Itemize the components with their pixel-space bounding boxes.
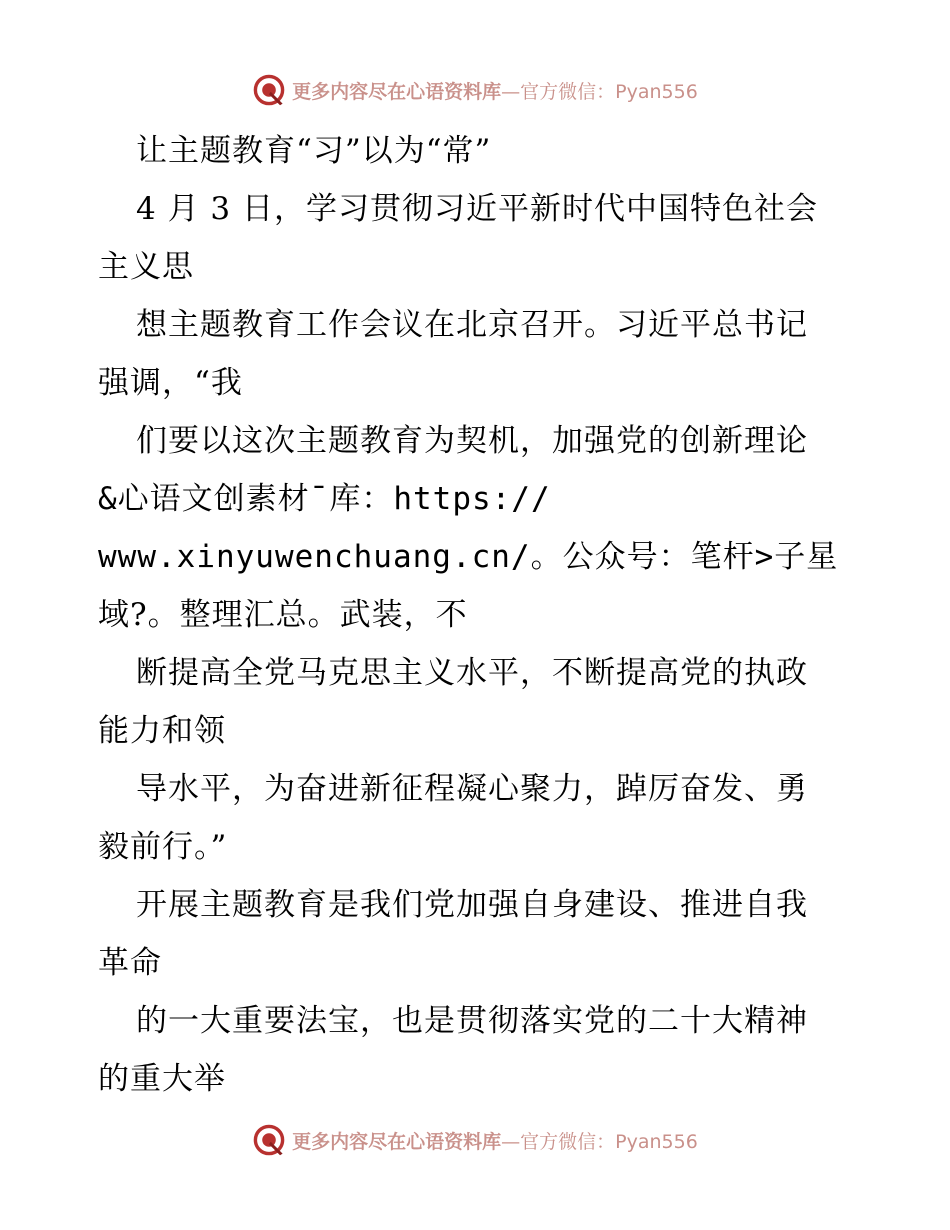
text-line: 毅前行。” (98, 829, 228, 865)
pen-circle-logo-icon (252, 1123, 286, 1157)
text-line: 的一大重要法宝，也是贯彻落实党的二十大精神 (136, 1003, 808, 1039)
text-line: 域?。整理汇总。武装，不 (98, 597, 468, 633)
banner-site-name: 更多内容尽在心语资料库 (292, 1130, 502, 1153)
text-line: 开展主题教育是我们党加强自身建设、推进自我 (136, 887, 808, 923)
banner-text (292, 1127, 698, 1154)
text-line: 革命 (98, 945, 162, 981)
text-line: 4 月 3 日，学习贯彻习近平新时代中国特色社会 (136, 191, 819, 227)
document-body (98, 122, 858, 1108)
text-line: 让主题教育“习”以为“常” (136, 133, 492, 169)
text-line: www.xinyuwenchuang.cn/。公众号：笔杆>子星 (98, 539, 839, 575)
pen-circle-logo-icon (252, 73, 286, 107)
banner-site-name: 更多内容尽在心语资料库 (292, 80, 502, 103)
header-banner (0, 70, 950, 110)
text-line: 主义思 (98, 249, 194, 285)
text-line: 能力和领 (98, 713, 226, 749)
banner-text (292, 77, 698, 104)
text-line: 们要以这次主题教育为契机，加强党的创新理论 (136, 423, 808, 459)
text-line: &心语文创素材¯库：https:// (98, 481, 551, 517)
text-line: 强调，“我 (98, 365, 243, 401)
banner-wechat: 官方微信：Pyan556 (520, 80, 698, 103)
banner-separator: — (501, 1130, 521, 1153)
text-line: 导水平，为奋进新征程凝心聚力，踔厉奋发、勇 (136, 771, 808, 807)
footer-banner (0, 1120, 950, 1160)
banner-wechat: 官方微信：Pyan556 (520, 1130, 698, 1153)
text-line: 的重大举 (98, 1061, 226, 1097)
text-line: 想主题教育工作会议在北京召开。习近平总书记 (136, 307, 808, 343)
banner-separator: — (501, 80, 521, 103)
text-line: 断提高全党马克思主义水平，不断提高党的执政 (136, 655, 808, 691)
